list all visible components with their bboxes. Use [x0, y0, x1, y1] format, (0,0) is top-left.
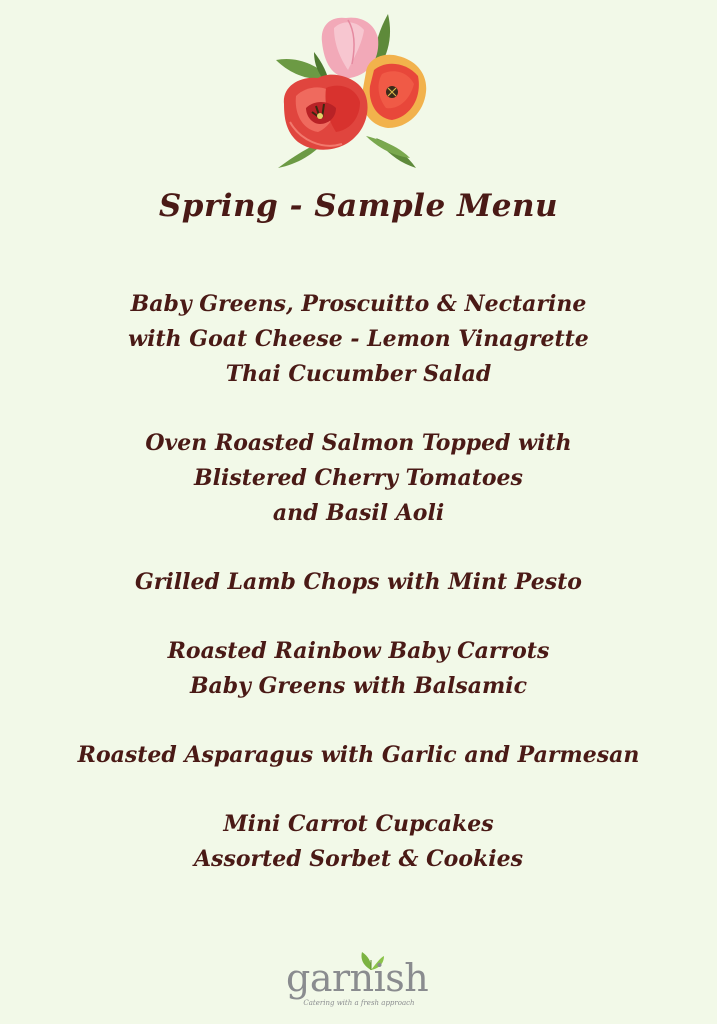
menu-item-line: Mini Carrot Cupcakes	[223, 811, 494, 837]
menu-item-line: Blistered Cherry Tomatoes	[194, 465, 523, 491]
garnish-logo	[286, 950, 429, 1014]
course-lamb	[0, 565, 717, 600]
course-carrots	[0, 634, 717, 704]
menu-title: Spring - Sample Menu	[158, 188, 559, 224]
menu-item-line: Thai Cucumber Salad	[225, 361, 492, 387]
course-salmon	[0, 426, 717, 531]
menu-item-line: Grilled Lamb Chops with Mint Pesto	[135, 569, 582, 595]
menu-item-line: and Basil Aoli	[272, 500, 445, 526]
menu-item-line: Assorted Sorbet & Cookies	[193, 846, 524, 872]
course-salads	[0, 287, 717, 392]
menu-item-line: Baby Greens with Balsamic	[189, 673, 528, 699]
menu-item-line: Roasted Asparagus with Garlic and Parmesan	[77, 742, 640, 768]
menu-item-line: with Goat Cheese - Lemon Vinagrette	[128, 326, 589, 352]
menu-courses	[0, 287, 717, 911]
course-asparagus	[0, 738, 717, 773]
menu-item-line: Oven Roasted Salmon Topped with	[145, 430, 572, 456]
tulip-bouquet-icon	[270, 12, 440, 174]
course-dessert	[0, 807, 717, 877]
menu-item-line: Baby Greens, Proscuitto & Nectarine	[130, 291, 587, 317]
logo-tagline: Catering with a fresh approach	[303, 999, 415, 1007]
logo-wordmark: garnish	[286, 956, 429, 1000]
menu-item-line: Roasted Rainbow Baby Carrots	[167, 638, 550, 664]
